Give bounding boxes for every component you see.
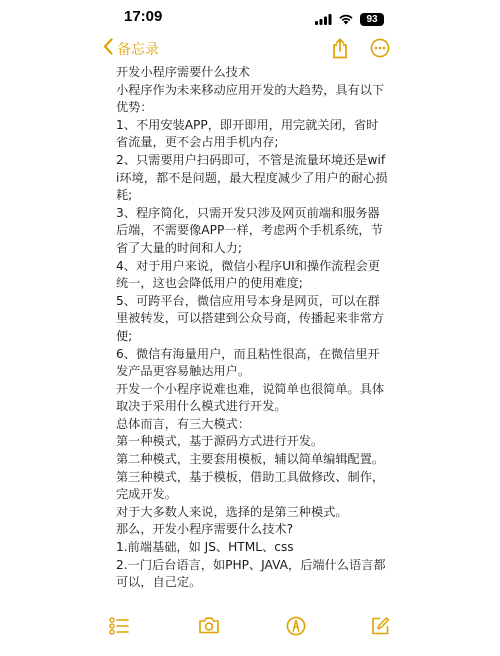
share-button[interactable] [331, 38, 349, 63]
checklist-icon [109, 621, 129, 640]
ellipsis-circle-icon [370, 43, 390, 62]
status-icons [315, 10, 384, 29]
note-line: 1.前端基础，如 JS、HTML、css [116, 540, 294, 555]
cellular-signal-icon [315, 10, 332, 29]
note-line: 小程序作为未来移动应用开发的大趋势，具有以下优势： [116, 82, 385, 115]
checklist-button[interactable] [109, 616, 129, 640]
back-button[interactable] [103, 38, 159, 59]
note-line: 那么，开发小程序需要什么技术? [116, 522, 294, 537]
wifi-icon [338, 10, 354, 29]
note-body[interactable] [116, 64, 388, 592]
note-line: 4、对于用户来说，微信小程序UI和操作流程会更统一，这也会降低用户的使用难度; [116, 258, 381, 291]
note-line: 对于大多数人来说，选择的是第三种模式。 [116, 504, 348, 519]
markup-pen-icon [286, 621, 306, 640]
nav-bar [0, 34, 500, 64]
share-icon [331, 44, 349, 63]
bottom-toolbar [0, 612, 500, 642]
note-line: 第二种模式，主要套用模板，辅以简单编辑配置。 [116, 452, 385, 467]
camera-icon [198, 619, 220, 638]
compose-icon [370, 621, 390, 640]
note-line: 1、不用安装APP，即开即用，用完就关闭，省时省流量，更不会占用手机内存; [116, 117, 379, 150]
note-title: 开发小程序需要什么技术 [116, 65, 251, 79]
note-line: 6、微信有海量用户，而且粘性很高，在微信里开发产品更容易触达用户。 [116, 346, 380, 379]
battery-indicator: 93 [360, 13, 384, 26]
note-line: 总体而言，有三大模式： [116, 416, 251, 431]
markup-button[interactable] [286, 616, 306, 640]
status-time: 17:09 [124, 8, 163, 25]
compose-button[interactable] [370, 616, 390, 640]
note-line: 5、可跨平台，微信应用号本身是网页，可以在群里被转发，可以搭建到公众号商，传播起来非常方便; [116, 293, 385, 343]
back-label: 备忘录 [117, 41, 159, 58]
chevron-left-icon [103, 38, 113, 59]
note-line: 2.一门后台语言，如PHP、JAVA，后端什么语言都可以，自己定。 [116, 557, 386, 590]
note-line: 开发一个小程序说难也难，说简单也很简单。具体取决于采用什么模式进行开发。 [116, 381, 385, 414]
note-line: 第三种模式，基于模板，借助工具做修改、制作，完成开发。 [116, 469, 385, 502]
note-line: 2、只需要用户扫码即可，不管是流量环境还是wifi环境，都不是问题，最大程度减少了用户的耐心损耗; [116, 152, 388, 203]
status-bar [0, 0, 500, 34]
note-line: 第一种模式，基于源码方式进行开发。 [116, 434, 324, 449]
more-button[interactable] [370, 38, 390, 62]
camera-button[interactable] [198, 616, 220, 638]
note-line: 3、程序简化，只需开发只涉及网页前端和服务器后端，不需要像APP一样，考虑两个手机系统，节省了大量的时间和人力; [116, 205, 383, 255]
